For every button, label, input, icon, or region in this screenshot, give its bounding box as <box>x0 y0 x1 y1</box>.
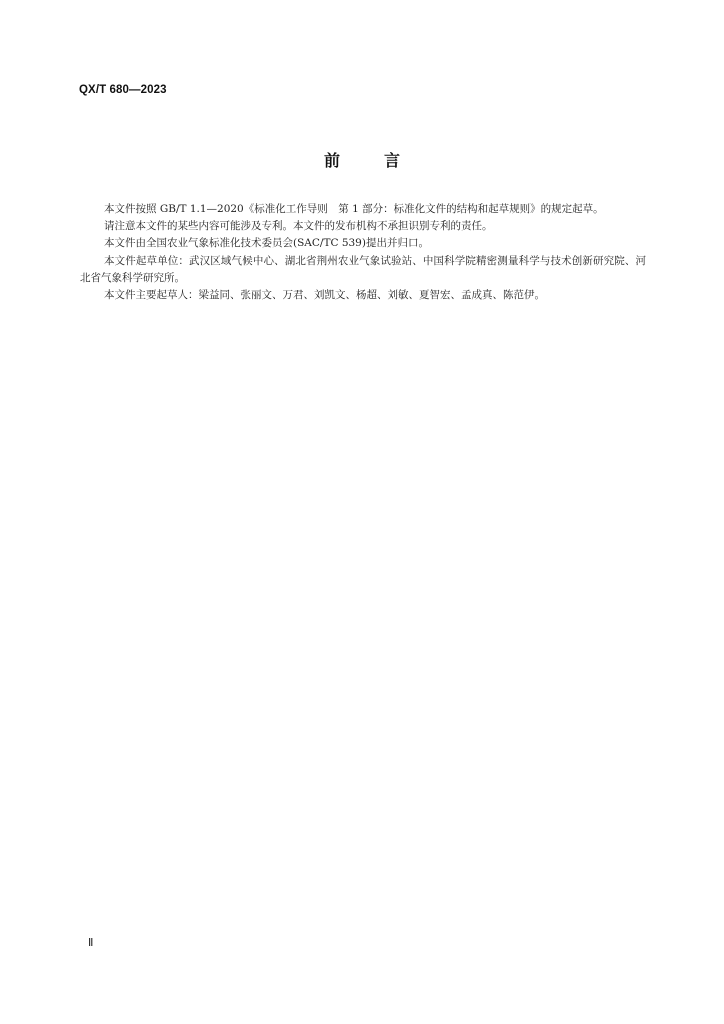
paragraph-drafting-rules: 本文件按照 GB/T 1.1—2020《标准化工作导则 第 1 部分：标准化文件的结构和起草规则》的规定起草。 <box>104 203 604 215</box>
section-title <box>0 148 724 171</box>
paragraph-proposer: 本文件由全国农业气象标准化技术委员会(SAC/TC 539)提出并归口。 <box>104 237 429 250</box>
title-char-2: 言 <box>384 151 401 170</box>
paragraph-drafting-units: 本文件起草单位：武汉区域气候中心、湖北省荆州农业气象试验站、中国科学院精密测量科学与技术创新研究院、河北省气象科学研究所。 <box>80 254 646 284</box>
title-char-1: 前 <box>323 151 340 170</box>
page-number: Ⅱ <box>88 937 94 949</box>
foreword-body <box>80 201 646 304</box>
paragraph-drafters: 本文件主要起草人：梁益同、张丽文、万君、刘凯文、杨超、刘敏、夏智宏、孟成真、陈范伊。 <box>104 289 545 302</box>
standard-code: QX/T 680—2023 <box>79 84 167 96</box>
paragraph-patent-notice: 请注意本文件的某些内容可能涉及专利。本文件的发布机构不承担识别专利的责任。 <box>104 220 493 233</box>
